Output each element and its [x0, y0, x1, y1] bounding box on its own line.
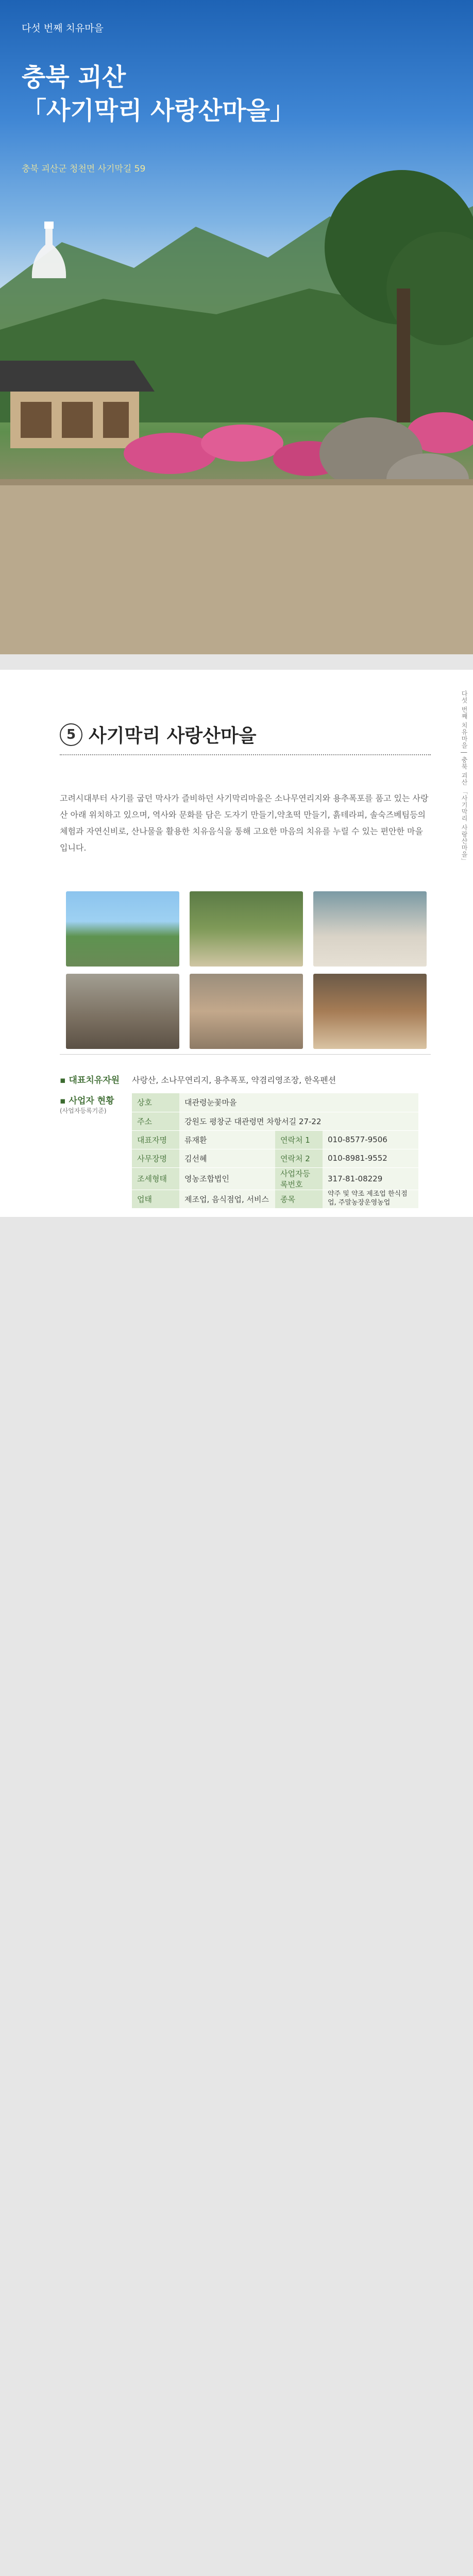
- table-cell: 제조업, 음식점업, 서비스: [179, 1190, 275, 1208]
- photo-bottles: [313, 891, 427, 967]
- section-title: 사기막리 사랑산마을: [89, 725, 257, 747]
- table-cell: 사무장명: [132, 1149, 179, 1167]
- table-cell: 010-8981-9552: [323, 1149, 418, 1167]
- table-cell: 강원도 평창군 대관령면 차항서길 27-22: [179, 1112, 418, 1130]
- table-cell: 010-8577-9506: [323, 1130, 418, 1149]
- table-cell: 대관령눈꽃마을: [179, 1093, 418, 1112]
- business-row: [60, 1093, 418, 1209]
- table-cell: 연락처 2: [275, 1149, 323, 1167]
- resources-label: 대표치유자원: [69, 1075, 120, 1086]
- section-heading: [60, 721, 257, 748]
- table-cell: 조세형태: [132, 1167, 179, 1190]
- photo-drinks: [190, 891, 303, 967]
- photo-gallery: [66, 891, 427, 1049]
- table-cell: 종목: [275, 1190, 323, 1208]
- side-label: 다섯 번째 치유마을 | 충북 괴산 「사기막리 사랑산마을」: [461, 690, 468, 865]
- business-table: [132, 1093, 418, 1209]
- cover-page: [0, 0, 473, 654]
- resources-value: 사랑산, 소나무연리지, 용추폭포, 약겸리영조장, 한옥펜션: [132, 1075, 336, 1085]
- table-cell: 대표자명: [132, 1130, 179, 1149]
- business-sub: (사업자등록기준): [60, 1107, 107, 1114]
- table-cell: 업태: [132, 1190, 179, 1208]
- page-gap: [0, 654, 473, 670]
- cover-title: [22, 61, 295, 128]
- page-37: [0, 670, 473, 1217]
- table-cell: 연락처 1: [275, 1130, 323, 1149]
- photo-shop: [313, 974, 427, 1049]
- business-label: 사업자 현황: [69, 1096, 114, 1106]
- bullet-icon: ▪: [60, 1075, 66, 1086]
- resources-row: [60, 1073, 336, 1088]
- table-cell: 상호: [132, 1093, 179, 1112]
- intro-text: 고려시대부터 사기를 굽던 막사가 즐비하던 사기막리마을은 소나무연리지와 용추폭포를 품고 있는 사랑산 아래 위치하고 있으며, 역사와 문화를 담은 도자기 만들기,약초떡 만들기, 흙테라피, 솔숙즈베팀등의 체험과 자연신비로, 산나물을 활용한 치유음식을 통해 고요한 마음의 치유를 누릴 수 있는 편안한 마을입니다.: [60, 793, 429, 853]
- divider: [60, 1054, 431, 1055]
- photo-class: [66, 974, 179, 1049]
- cover-title-line1: 충북 괴산: [22, 63, 126, 92]
- table-cell: 류재환: [179, 1130, 275, 1149]
- table-cell: 주소: [132, 1112, 179, 1130]
- cover-subtitle: 충북 괴산군 청천면 사기막길 59: [22, 164, 146, 174]
- table-cell: 김선혜: [179, 1149, 275, 1167]
- bullet-icon: ▪: [60, 1096, 66, 1106]
- table-cell: 사업자등록번호: [275, 1167, 323, 1190]
- table-cell: 약주 및 약조 제조업 한식점업, 주말농장운영농업: [323, 1190, 418, 1208]
- divider: [60, 754, 431, 755]
- cover-tag: 다섯 번째 치유마을: [22, 23, 104, 34]
- section-number: 5: [60, 723, 82, 746]
- photo-landscape: [66, 891, 179, 967]
- table-cell: 영농조합법인: [179, 1167, 275, 1190]
- cover-title-line2: 「사기막리 사랑산마을」: [22, 96, 295, 125]
- photo-cooking: [190, 974, 303, 1049]
- table-cell: 317-81-08229: [323, 1167, 418, 1190]
